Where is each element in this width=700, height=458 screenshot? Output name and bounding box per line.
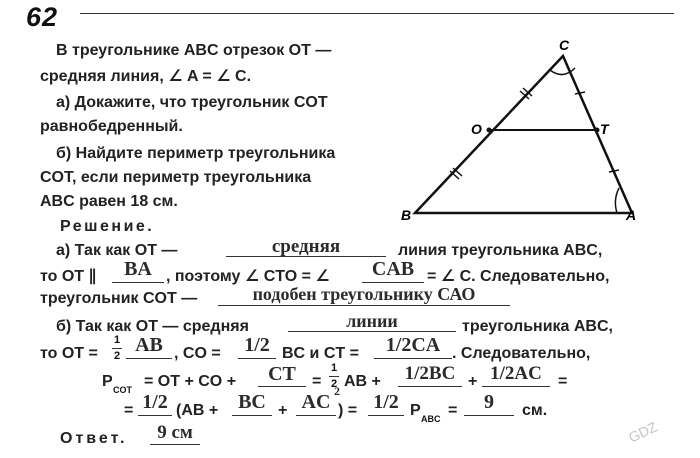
- frac-p1-bar: [329, 376, 339, 377]
- answer-label: Ответ.: [60, 430, 128, 447]
- tick-ct: [575, 92, 585, 94]
- angle-a-arc: [615, 188, 619, 213]
- hw-a2-line: BA: [124, 258, 152, 280]
- blank-p2-ac: [296, 415, 336, 416]
- point-o: [487, 128, 492, 133]
- blank-a3: [218, 305, 510, 306]
- sol-a1-pre: а) Так как OT —: [56, 242, 178, 259]
- blank-answer: [150, 444, 200, 445]
- p2-unit: см.: [522, 402, 548, 419]
- p2-plus: +: [278, 402, 288, 419]
- hw-b1: линии: [346, 311, 398, 331]
- task-b-line-2: COT, если периметр треугольника: [40, 169, 312, 186]
- p2-subscript: ABC: [421, 414, 441, 424]
- problem-number: 62: [26, 2, 59, 32]
- blank-a2-line: [112, 282, 164, 283]
- p1-end: =: [558, 373, 568, 390]
- p2-eq: =: [124, 402, 134, 419]
- sol-b1-pre: б) Так как OT — средняя: [56, 318, 249, 335]
- hw-b2-co: 1/2: [244, 334, 270, 356]
- task-b-line-3: ABC равен 18 см.: [40, 193, 178, 210]
- solution-heading: Решение.: [60, 218, 155, 235]
- sol-b2-mid2: BC и CT =: [282, 345, 359, 362]
- hw-p2-half: 1/2: [373, 391, 399, 413]
- header-rule: [80, 13, 674, 14]
- sol-b2-mid1: , CO =: [174, 345, 221, 362]
- label-o: O: [471, 121, 482, 137]
- p1-ab: AB +: [344, 373, 381, 390]
- hw-p2-sup: 2: [334, 384, 340, 398]
- hw-b2-ot: AB: [135, 334, 163, 356]
- hw-p1-ct: CT: [268, 363, 296, 385]
- answer-value: 9 см: [157, 422, 193, 443]
- frac-b2-den: 2: [113, 350, 121, 362]
- p1-subscript: COT: [113, 385, 132, 395]
- blank-p2-half: [368, 415, 404, 416]
- hw-p2-coef: 1/2: [142, 391, 168, 413]
- blank-p1-ac: [482, 386, 550, 387]
- p2-open: (AB +: [176, 402, 219, 419]
- sol-a3-pre: треугольник COT —: [40, 290, 198, 307]
- problem-line-2: средняя линия, ∠ A = ∠ C.: [40, 68, 252, 85]
- hw-a2-angle: CAB: [371, 258, 415, 280]
- task-a-line-1: а) Докажите, что треугольник COT: [56, 94, 328, 111]
- p1-eq: =: [312, 373, 322, 390]
- hw-a3: подобен треугольнику САО: [252, 284, 476, 304]
- p2-close: ) =: [338, 402, 358, 419]
- p1-mid: = OT + CO +: [144, 373, 237, 390]
- sol-a2-mid: , поэтому ∠ CTO = ∠: [166, 268, 330, 285]
- tick-ta: [609, 170, 619, 172]
- triangle-figure: [395, 30, 655, 230]
- frac-b2-bar: [112, 348, 122, 349]
- p2-eq2: =: [448, 402, 458, 419]
- hw-b2-ct: 1/2CA: [385, 334, 441, 356]
- sol-a2-post: = ∠ C. Следовательно,: [427, 268, 610, 285]
- label-t: T: [600, 121, 609, 137]
- label-b: B: [401, 207, 412, 223]
- hw-p2-val: 9: [484, 391, 494, 413]
- blank-p2-coef: [138, 415, 172, 416]
- sol-a2-pre: то OT ∥: [40, 268, 97, 285]
- blank-a2-angle: [362, 282, 424, 283]
- sol-b2-post: . Следовательно,: [452, 345, 591, 362]
- label-c: C: [559, 37, 570, 53]
- blank-p2-val: [464, 415, 514, 416]
- blank-b2-ct: [374, 358, 452, 359]
- problem-line-1: В треугольнике ABC отрезок OT —: [56, 42, 332, 59]
- hw-a1: средняя: [271, 236, 341, 257]
- hw-p1-ac: 1/2AC: [490, 363, 542, 384]
- blank-b2-co: [238, 358, 276, 359]
- hw-p1-bc: 1/2BC: [404, 363, 456, 384]
- blank-p1-bc: [398, 386, 462, 387]
- task-a-line-2: равнобедренный.: [40, 118, 183, 135]
- blank-p1-ct: [258, 386, 306, 387]
- hw-p2-bc: BC: [238, 391, 266, 413]
- blank-b1: [288, 331, 456, 332]
- hw-p2-ac: AC: [301, 391, 331, 413]
- frac-b2-num: 1: [113, 334, 121, 346]
- task-b-line-1: б) Найдите периметр треугольника: [56, 145, 336, 162]
- sol-b2-pre: то OT =: [40, 345, 98, 362]
- frac-p1-num: 1: [330, 362, 338, 374]
- blank-a1: [226, 256, 386, 257]
- p2-p: P: [410, 402, 421, 419]
- p1-symbol: P: [102, 373, 113, 390]
- blank-p2-bc: [232, 415, 272, 416]
- blank-b2-ot: [126, 358, 172, 359]
- point-t: [595, 128, 600, 133]
- sol-a1-post: линия треугольника ABC,: [398, 242, 603, 259]
- p1-plus: +: [468, 373, 478, 390]
- frac-p1-den: 2: [330, 378, 338, 390]
- sol-b1-post: треугольника ABC,: [462, 318, 613, 335]
- label-a: A: [626, 207, 637, 223]
- watermark: GDZ: [626, 418, 660, 446]
